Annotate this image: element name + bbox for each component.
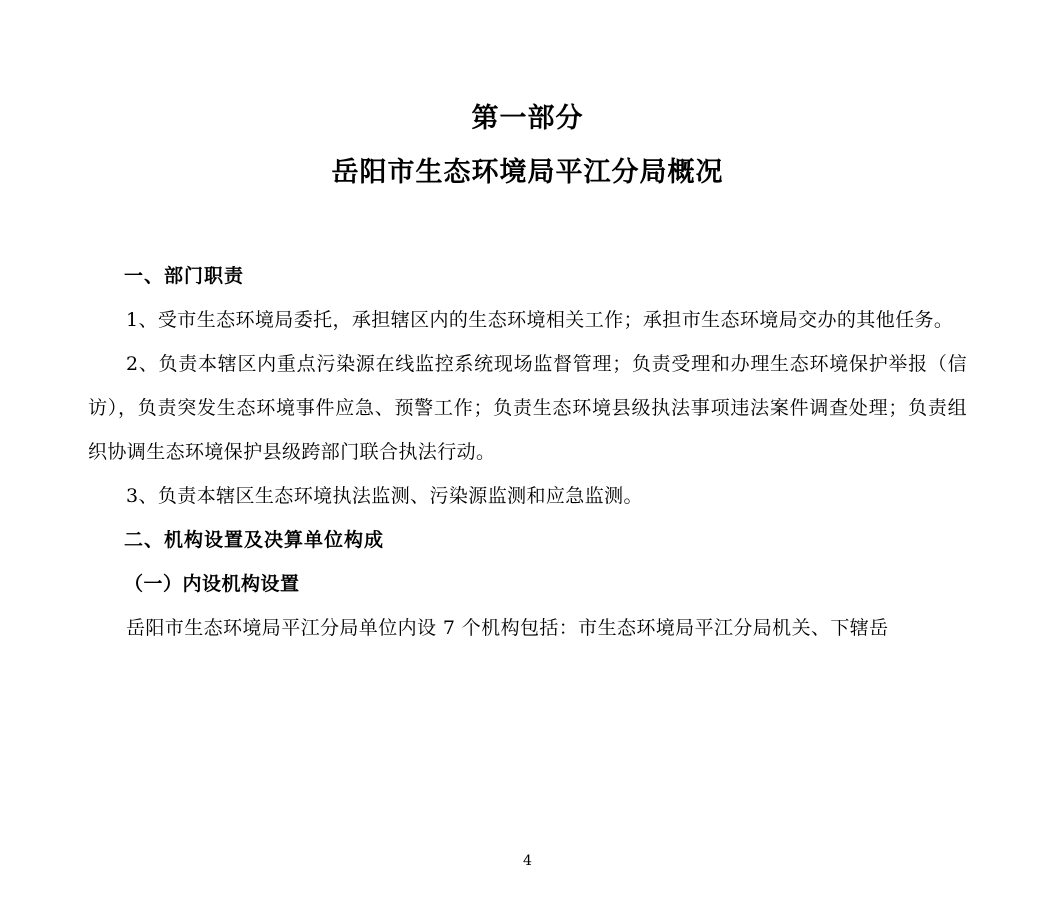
subsection-heading-internal-units: （一）内设机构设置 — [124, 573, 300, 595]
document-body — [88, 254, 967, 650]
paragraph-duty-2: 2、负责本辖区内重点污染源在线监控系统现场监督管理；负责受理和办理生态环境保护举报（信访），负责突发生态环境事件应急、预警工作；负责生态环境县级执法事项违法案件调查处理；负责组织协调生态环境保护县级跨部门联合执法行动。 — [88, 353, 967, 463]
paragraph-duty-1: 1、受市生态环境局委托，承担辖区内的生态环境相关工作；承担市生态环境局交办的其他任务。 — [126, 309, 954, 331]
page-number: 4 — [523, 853, 532, 869]
paragraph-internal-units: 岳阳市生态环境局平江分局单位内设 7 个机构包括：市生态环境局平江分局机关、下辖岳 — [126, 617, 889, 639]
document-page — [0, 96, 1055, 911]
document-title-block — [88, 96, 967, 196]
paragraph-duty-3: 3、负责本辖区生态环境执法监测、污染源监测和应急监测。 — [126, 485, 643, 507]
page-title-main: 岳阳市生态环境局平江分局概况 — [331, 157, 724, 188]
section-heading-organization: 二、机构设置及决算单位构成 — [124, 529, 385, 551]
page-title-part: 第一部分 — [471, 103, 584, 134]
section-heading-duties: 一、部门职责 — [124, 265, 245, 287]
